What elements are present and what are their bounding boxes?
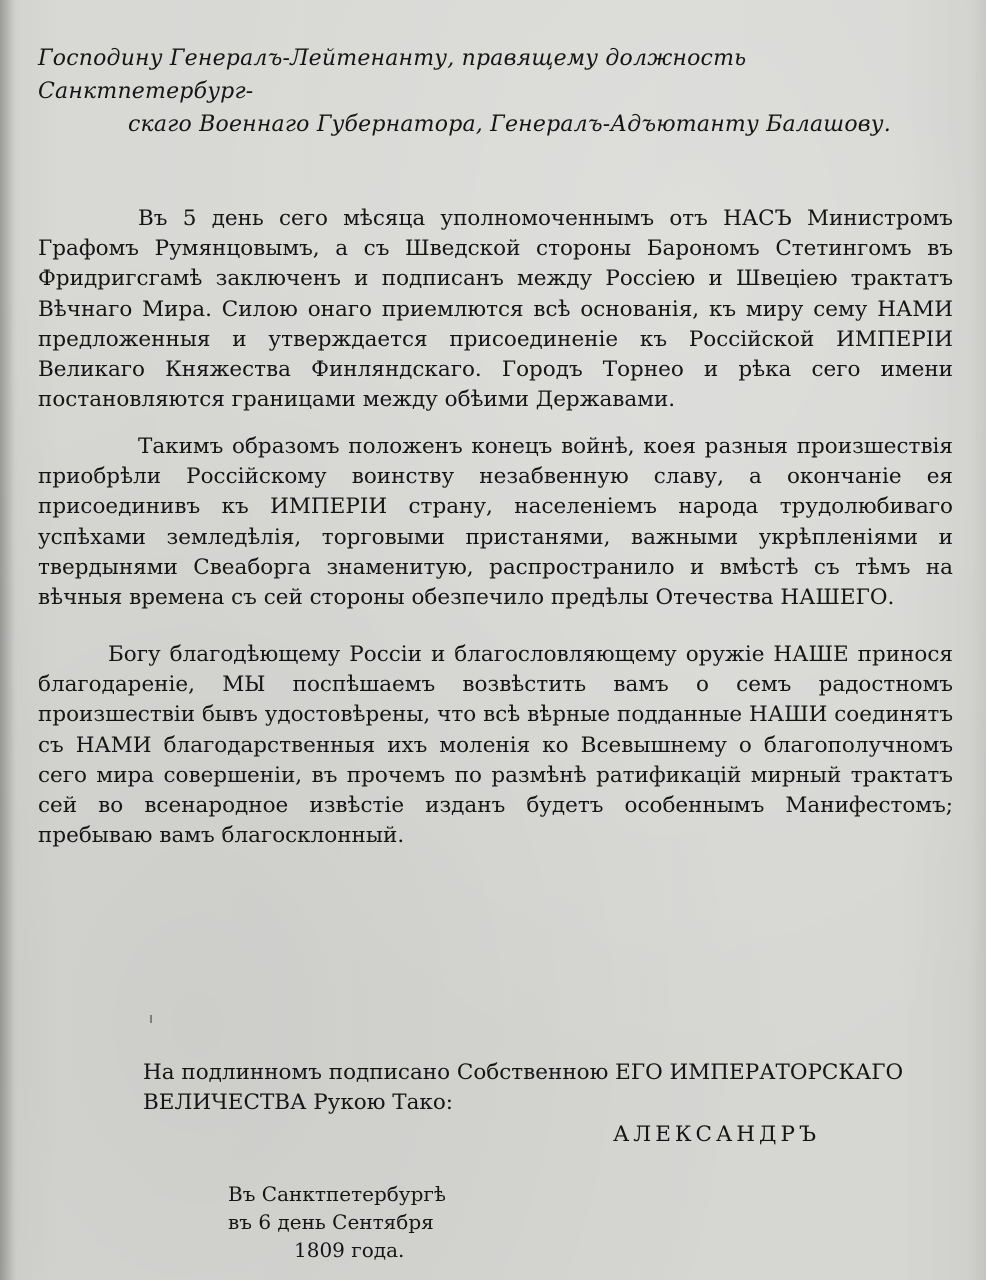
addressee-header bbox=[38, 42, 958, 141]
addressee-line-1: Господину Генералъ-Лейтенанту, правящему должность Санктпетербург- bbox=[38, 46, 747, 104]
signature-line-1: На подлинномъ подписано Собственною ЕГО ИМПЕРАТОРСКАГО bbox=[143, 1060, 904, 1085]
paragraph-3-text: Богу благодѣющему Россiи и благословляющему оружiе НАШЕ принося благодаренiе, МЫ поспѣшаемъ возвѣстить вамъ о семъ радостномъ произшествiи бывъ удостовѣрены, что всѣ вѣрные подданные НАШИ соединятъ съ НАМИ благодарственныя ихъ моленiя ко Всевышнему о благополучномъ сего мира совершенiи, въ прочемъ по размѣнѣ ратификацiй мирный трактатъ сей во всенародное извѣстiе изданъ будетъ особеннымъ Манифестомъ; пребываю вамъ благосклонный. bbox=[38, 642, 953, 849]
place-and-date bbox=[228, 1180, 528, 1264]
date-line: въ 6 день Сентября bbox=[228, 1210, 434, 1234]
page-edge-shadow bbox=[0, 0, 14, 1280]
paragraph-2-text: Такимъ образомъ положенъ конецъ войнѣ, коея разныя произшествiя приобрѣли Россiйскому воинству незабвенную славу, а окончанiе ея присоединивъ къ ИМПЕРIИ страну, населенiемъ народа трудолюбиваго успѣхами земледѣлiя, торговыми пристанями, важными укрѣпленiями и твердынями Свеаборга знаменитую, распространило и вмѣстѣ съ тѣмъ на вѣчныя времена съ сей стороны обезпечило предѣлы Отечества НАШЕГО. bbox=[38, 434, 953, 611]
paper-speck bbox=[150, 1015, 152, 1023]
place-line: Въ Санктпетербургѣ bbox=[228, 1182, 446, 1206]
signature-block bbox=[143, 1058, 963, 1150]
signatory-name: АЛЕКСАНДРЪ bbox=[613, 1122, 821, 1147]
paragraph-1 bbox=[38, 204, 953, 415]
year-line: 1809 года. bbox=[294, 1238, 405, 1262]
paragraph-2 bbox=[38, 432, 953, 613]
paragraph-3 bbox=[38, 640, 953, 851]
paragraph-1-text: Въ 5 день сего мѣсяца уполномоченнымъ отъ НАСЪ Министромъ Графомъ Румянцовымъ, а съ Шведской стороны Барономъ Стетингомъ въ Фридригсгамѣ заключенъ и подписанъ между Россiею и Швецiею трактатъ Вѣчнаго Мира. Силою онаго приемлются всѣ основанiя, къ миру сему НАМИ предложенныя и утверждается присоединенiе къ Россiйской ИМПЕРIИ Великаго Княжества Финляндскаго. Городъ Торнео и рѣка сего имени постановляются границами между обѣими Державами. bbox=[38, 206, 953, 413]
addressee-line-2: скаго Военнаго Губернатора, Генералъ-Адъютанту Балашову. bbox=[128, 112, 891, 137]
signature-line-2: ВЕЛИЧЕСТВА Рукою Тако: bbox=[143, 1090, 454, 1115]
